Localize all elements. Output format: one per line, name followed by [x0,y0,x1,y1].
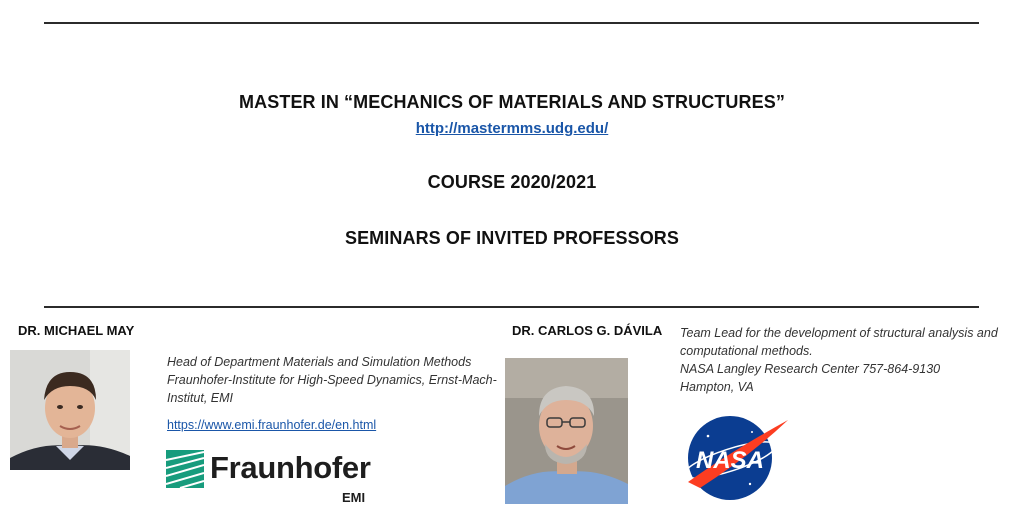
course-label: COURSE 2020/2021 [427,172,597,192]
speaker-1-url-link[interactable] [167,418,376,432]
speaker-2-bio-line: Hampton, VA [680,380,754,394]
section-rule [44,306,979,308]
speaker-2-bio [680,324,998,396]
top-rule [44,22,979,24]
speaker-2-name: DR. CARLOS G. DÁVILA [512,323,663,338]
fraunhofer-wordmark: Fraunhofer [210,450,371,485]
speaker-2-bio-line: NASA Langley Research Center 757-864-9130 [680,362,941,376]
section-title: SEMINARS OF INVITED PROFESSORS [344,228,680,248]
program-url[interactable]: http://mastermms.udg.edu/ [415,120,609,137]
program-title: MASTER IN “MECHANICS OF MATERIALS AND STRUCTURES” [239,92,785,112]
speaker-1-bio [167,353,497,407]
speaker-2-photo [505,358,628,504]
speaker-1-name: DR. MICHAEL MAY [18,323,135,338]
fraunhofer-mark-icon [166,450,204,488]
fraunhofer-logo [166,448,386,508]
nasa-wordmark: NASA [695,447,765,474]
program-url-link[interactable] [0,120,1024,137]
speaker-1-url[interactable]: https://www.emi.fraunhofer.de/en.html [167,418,377,432]
speaker-2-bio-line: computational methods. [680,344,813,358]
speaker-2-bio-line: Team Lead for the development of structural analysis and [680,326,998,340]
fraunhofer-subtext: EMI [342,490,366,505]
speaker-1-bio-line: Head of Department Materials and Simulation Methods [167,355,472,369]
speaker-1-bio-line: Institut, EMI [167,391,233,405]
nasa-logo [680,412,792,504]
speaker-1-bio-line: Fraunhofer-Institute for High-Speed Dynamics, Ernst-Mach- [167,373,497,387]
speaker-1-photo [10,350,130,470]
